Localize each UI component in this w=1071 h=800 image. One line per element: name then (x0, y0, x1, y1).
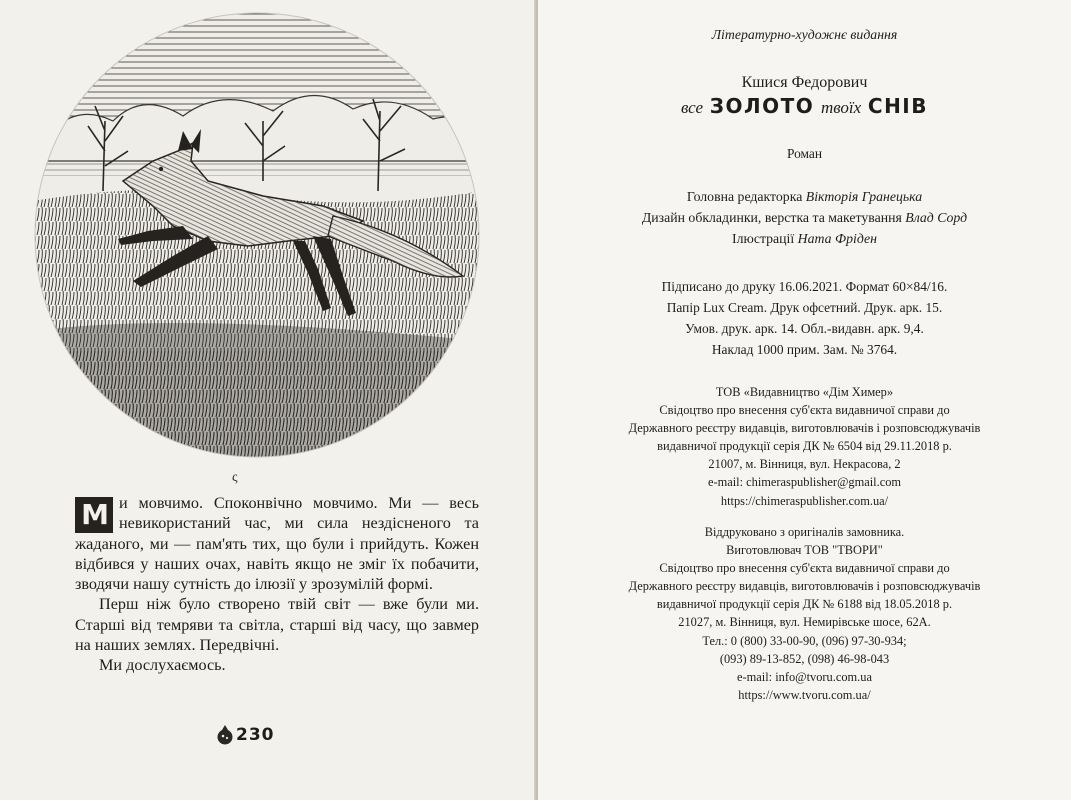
printer-phone: (093) 89-13-852, (098) 46-98-043 (719, 651, 890, 666)
print-spec-line: Умов. друк. арк. 14. Обл.-видавн. арк. 9,4. (685, 321, 924, 336)
publisher-line: Державного реєстру видавців, виготовлювачів і розповсюджувачів (628, 421, 981, 436)
pomegranate-icon (216, 724, 234, 746)
credit-designer (538, 207, 1071, 228)
print-spec-line: Папір Lux Cream. Друк офсетний. Друк. арк. 15. (666, 300, 943, 315)
title-word-4: СНІВ (867, 94, 928, 118)
print-specs (538, 276, 1071, 360)
paragraph-2: Перш ніж було створено твій світ — вже були ми. Старші від темряви та світла, старші від часу, що завмер на наших землях. Передвічні. (75, 595, 479, 655)
credit-person: Вікторія Гранецька (805, 189, 923, 204)
page-number-block (216, 724, 275, 746)
book-title (538, 94, 1071, 120)
fox-illustration (33, 11, 481, 459)
credit-illustrator (538, 228, 1071, 249)
title-word-1: все (680, 98, 704, 117)
title-word-3: твоїх (820, 98, 862, 117)
printer-line: видавничої продукції серія ДК № 6188 від 18.05.2018 р. (656, 597, 953, 612)
print-spec-line: Наклад 1000 прим. Зам. № 3764. (711, 342, 898, 357)
printer-line: Свідоцтво про внесення суб'єкта видавничої справи до (659, 561, 950, 576)
publisher-line: Свідоцтво про внесення суб'єкта видавничої справи до (659, 403, 950, 418)
title-word-2: ЗОЛОТО (709, 94, 815, 118)
credit-role: Дизайн обкладинки, верстка та макетування (641, 210, 902, 225)
paragraph-3: Ми дослухаємось. (99, 656, 226, 675)
credit-person: Влад Сорд (905, 210, 968, 225)
credits-block (538, 186, 1071, 249)
credit-role: Головна редакторка (686, 189, 803, 204)
page-number: 230 (236, 725, 275, 745)
printer-url: https://www.tvoru.com.ua/ (738, 687, 871, 702)
edition-type: Літературно-художнє видання (711, 27, 898, 42)
publisher-line: ТОВ «Видавництво «Дім Химер» (715, 385, 894, 399)
credit-person: Ната Фріден (797, 231, 877, 246)
publisher-line: 21007, м. Вінниця, вул. Некрасова, 2 (708, 457, 901, 472)
paragraph-1 (75, 493, 479, 594)
printer-line: Віддруковано з оригіналів замовника. (704, 525, 905, 539)
printer-line: 21027, м. Вінниця, вул. Немирівське шосе, 62А. (678, 615, 931, 630)
print-spec-line: Підписано до друку 16.06.2021. Формат 60×84/16. (661, 279, 948, 294)
publisher-info (538, 383, 1071, 510)
story-text (75, 493, 479, 676)
publisher-email: e-mail: chimeraspublisher@gmail.com (707, 475, 902, 490)
credit-role: Ілюстрації (732, 231, 795, 246)
right-page (538, 0, 1071, 800)
section-ornament: ς (232, 470, 238, 485)
genre: Роман (786, 146, 823, 161)
drop-cap: М (75, 497, 113, 533)
paragraph-1-text: и мовчимо. Споконвічно мовчимо. Ми — весь невикористаний час, ми сила нездісненого та жаданого, ми — пам'ять тих, що були і прийдуть. Кожен відбився у наших очах, навіть якщо не зміг їх побачити, зводячи нашу сутність до ілюзії у зрозумілій формі. (75, 494, 479, 594)
printer-info (538, 523, 1071, 704)
printer-email: e-mail: info@tvoru.com.ua (737, 669, 872, 684)
printer-line: Державного реєстру видавців, виготовлювачів і розповсюджувачів (628, 579, 981, 594)
author-name: Кшися Федорович (741, 74, 868, 91)
publisher-line: видавничої продукції серія ДК № 6504 від 29.11.2018 р. (657, 439, 952, 454)
printer-phone: Тел.: 0 (800) 33-00-90, (096) 97-30-934; (702, 633, 907, 648)
printer-line: Виготовлювач ТОВ "ТВОРИ" (726, 543, 883, 558)
publisher-url: https://chimeraspublisher.com.ua/ (720, 493, 889, 508)
credit-editor (538, 186, 1071, 207)
